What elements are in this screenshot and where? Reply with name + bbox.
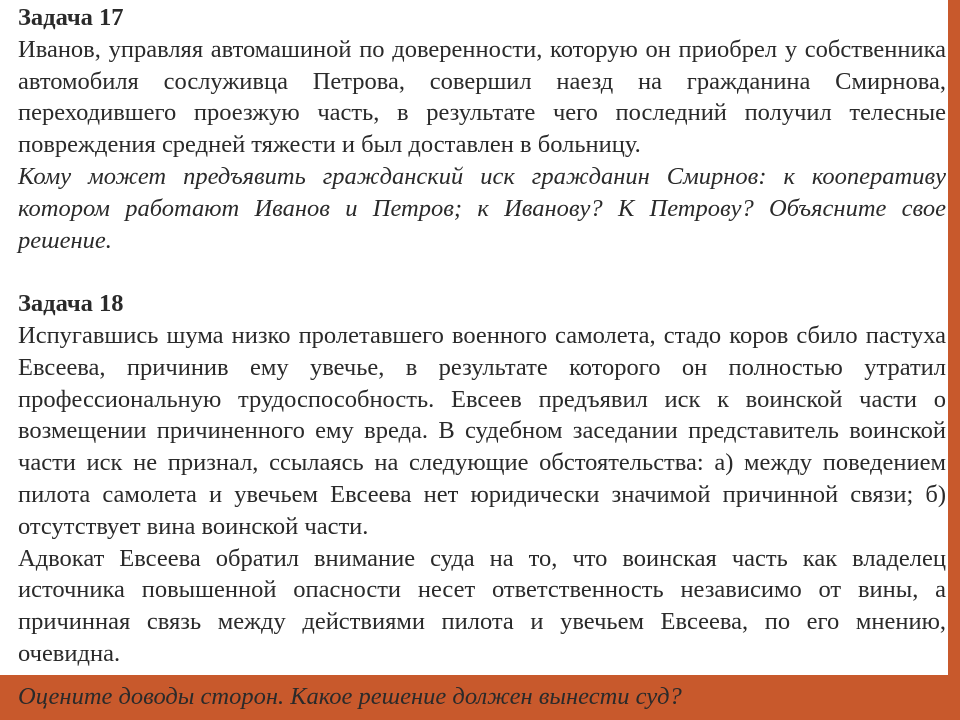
slide-content [18, 2, 946, 670]
task-18-body: Испугавшись шума низко пролетавшего военного самолета, стадо коров сбило пастуха Евсеева, причинив ему увечье, в результате которого он полностью утратил профессиональную трудоспособность. Евсеев предъявил иск к воинской части о возмещении причиненного ему вреда. В судебном заседании представитель воинской части иск не признал, ссылаясь на следующие обстоятельства: а) между поведением пилота самолета и увечьем Евсеева нет юридически значимой причинной связи; б) отсутствует вина воинской части. [18, 321, 946, 540]
task-17-body: Иванов, управляя автомашиной по доверенности, которую он приобрел у собственника автомобиля сослуживца Петрова, совершил наезд на гражданина Смирнова, переходившего проезжую часть, в результате чего последний получил телесные повреждения средней тяжести и был доставлен в больницу. [18, 35, 946, 159]
task-18-lawyer-argument: Адвокат Евсеева обратил внимание суда на то, что воинская часть как владелец источника повышенной опасности несет ответственность независимо от вины, а причинная связь между действиями пилота и увечьем Евсеева, по его мнению, очевидна. [18, 544, 946, 667]
section-spacer [18, 256, 946, 288]
task-18-title: Задача 18 [18, 290, 124, 318]
task-17-question: Кому может предъявить гражданский иск гражданин Смирнов: к кооперативу котором работают Иванов и Петров; к Иванову? К Петрову? Объясните свое решение. [18, 162, 946, 254]
task-17-title: Задача 17 [18, 4, 124, 31]
task-18-question: Оцените доводы сторон. Какое решение должен вынести суд? [18, 683, 682, 710]
right-accent-bar [948, 0, 960, 720]
